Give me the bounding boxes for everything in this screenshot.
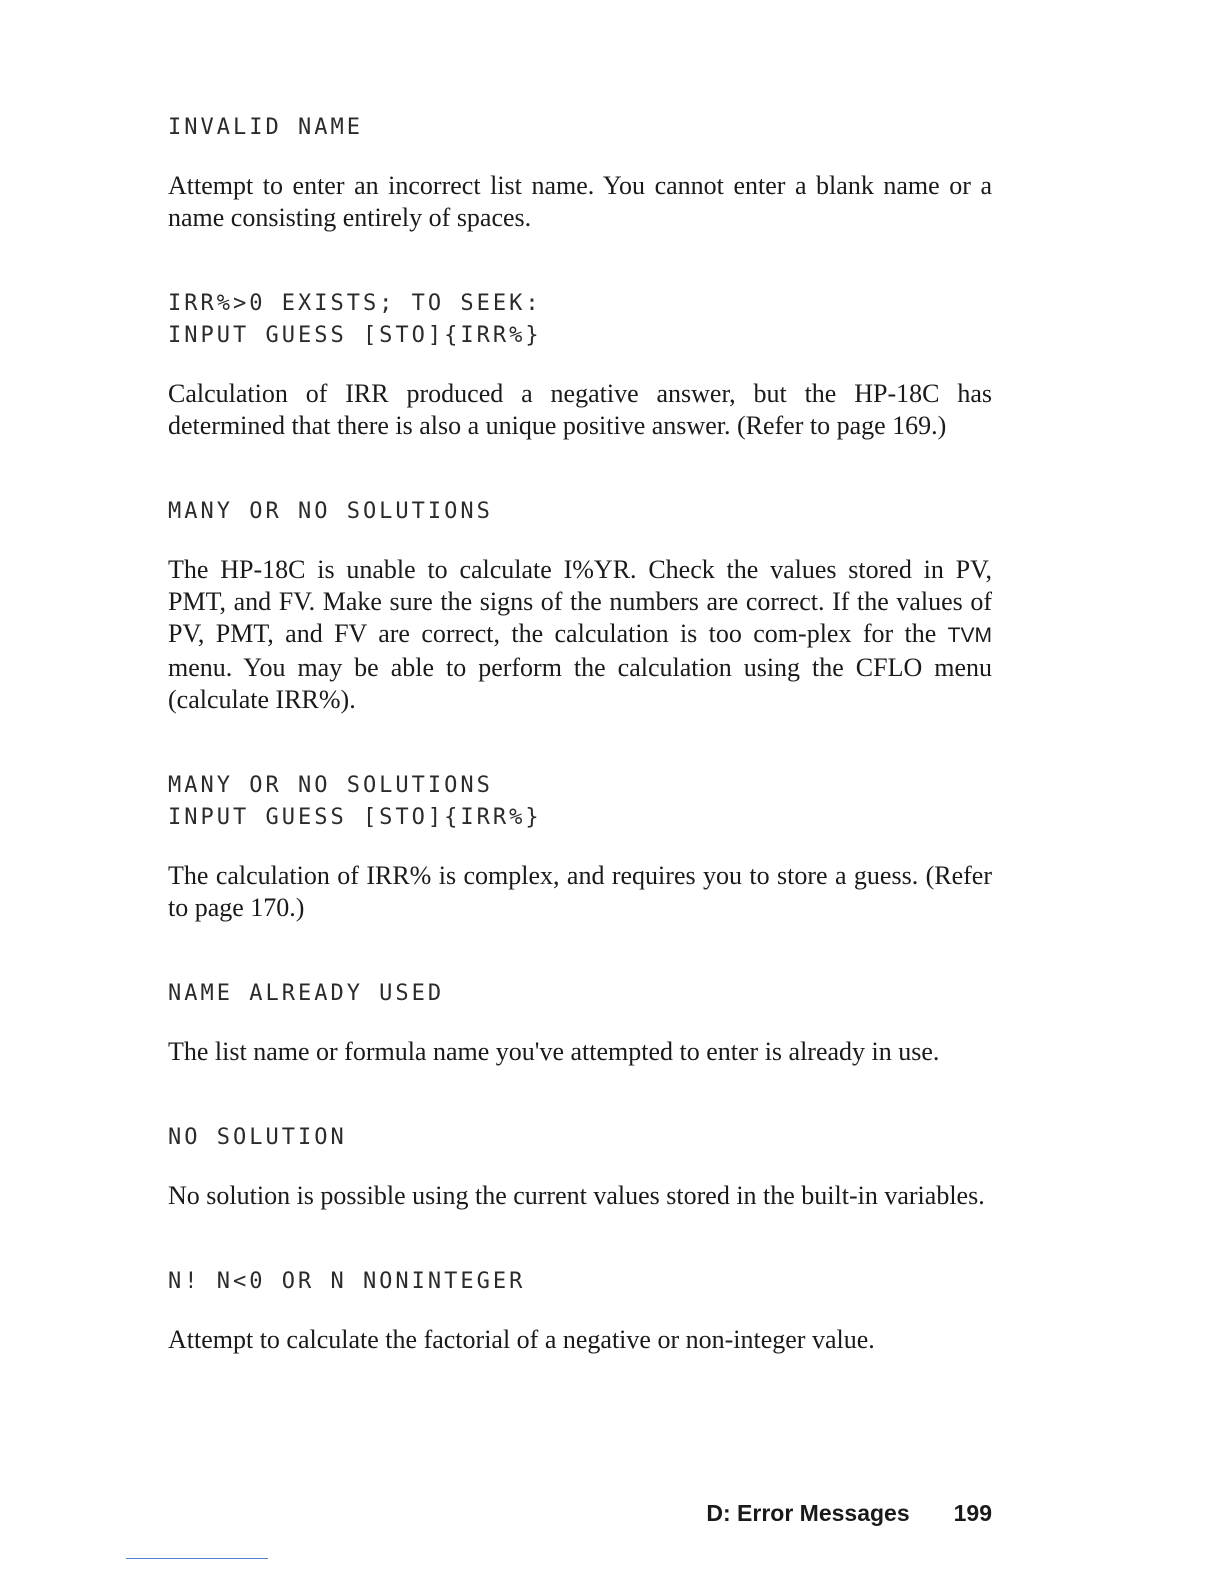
error-entry <box>168 496 992 716</box>
section-title: D: Error Messages <box>706 1500 910 1526</box>
error-message: N! N<0 OR N NONINTEGER <box>168 1269 526 1294</box>
menu-key-label: TVM <box>947 624 992 647</box>
error-description <box>168 554 992 716</box>
error-message: NO SOLUTION <box>168 1125 347 1150</box>
error-message-line-2: INPUT GUESS [STO]{IRR%} <box>168 805 542 830</box>
error-message: MANY OR NO SOLUTIONS <box>168 499 493 524</box>
error-entry <box>168 978 992 1068</box>
error-description: The list name or formula name you've attempted to enter is already in use. <box>168 1037 940 1066</box>
error-description: No solution is possible using the current values stored in the built-in variables. <box>168 1181 985 1210</box>
page-content <box>168 112 992 1356</box>
page-number: 199 <box>953 1500 992 1526</box>
page-footer <box>706 1500 992 1527</box>
error-entry <box>168 1266 992 1356</box>
error-description: Attempt to enter an incorrect list name. You cannot enter a blank name or a name consisting entirely of spaces. <box>168 171 992 232</box>
error-entry <box>168 112 992 234</box>
error-entry <box>168 1122 992 1212</box>
error-description: The calculation of IRR% is complex, and requires you to store a guess. (Refer to page 170.) <box>168 861 992 922</box>
description-text: menu. You may be able to perform the calculation using the CFLO menu (calculate IRR%). <box>168 653 992 714</box>
error-description: Calculation of IRR produced a negative answer, but the HP-18C has determined that there is also a unique positive answer. (Refer to page 169.) <box>168 379 992 440</box>
error-message: NAME ALREADY USED <box>168 981 445 1006</box>
error-message: MANY OR NO SOLUTIONS <box>168 773 493 798</box>
footer-rule <box>126 1558 268 1559</box>
error-entry <box>168 770 992 924</box>
error-description: Attempt to calculate the factorial of a negative or non-integer value. <box>168 1325 875 1354</box>
error-message-line-2: INPUT GUESS [STO]{IRR%} <box>168 323 542 348</box>
description-text: The HP-18C is unable to calculate I%YR. Check the values stored in PV, PMT, and FV. Make sure the signs of the numbers are correct. If the values of PV, PMT, and FV are correct, the calculation is too com-plex for the <box>168 555 992 648</box>
error-message: IRR%>0 EXISTS; TO SEEK: <box>168 291 542 316</box>
error-message: INVALID NAME <box>168 115 363 140</box>
error-entry <box>168 288 992 442</box>
